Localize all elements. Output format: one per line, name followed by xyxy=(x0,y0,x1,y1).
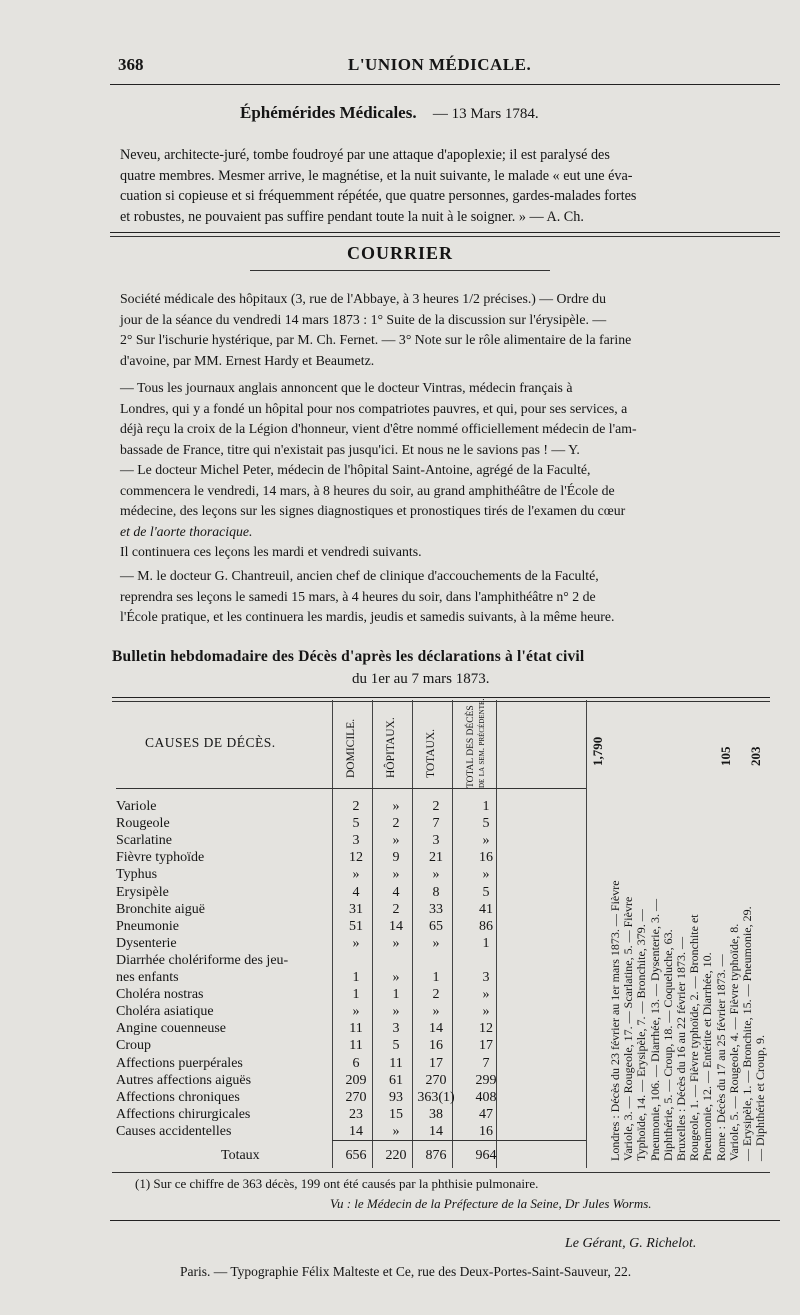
table-row xyxy=(116,1089,576,1106)
domicile-cell: 12 xyxy=(349,850,363,866)
prev-week-cell: » xyxy=(482,867,490,883)
totals-rule xyxy=(332,1140,586,1141)
hopitaux-cell: » xyxy=(392,833,400,849)
table-row xyxy=(116,901,576,918)
ephemerides-text xyxy=(120,145,772,227)
hopitaux-cell: 4 xyxy=(392,884,400,900)
table-row xyxy=(116,1003,576,1020)
totaux-cell: 8 xyxy=(432,884,440,900)
col-header-hopitaux: HÔPITAUX. xyxy=(385,717,397,778)
totals-domicile: 656 xyxy=(345,1148,367,1163)
side-column-line: Rougeole, 1. — Fièvre typhoïde, 2. — Bronchite et xyxy=(687,914,702,1161)
bulletin-title: Bulletin hebdomadaire des Décès d'après les déclarations à l'état civil xyxy=(112,648,585,665)
table-row xyxy=(116,969,576,986)
courrier-line: Il continuera ces leçons les mardi et vendredi suivants. xyxy=(120,544,422,559)
totaux-cell: » xyxy=(432,1004,440,1020)
page-number: 368 xyxy=(118,55,144,74)
cause-cell: Croup xyxy=(116,1038,151,1054)
prev-week-cell: 5 xyxy=(482,816,490,832)
prev-week-cell: » xyxy=(482,1004,490,1020)
section-rule-thin xyxy=(110,236,780,237)
side-column-line: Variole, 5. — Rougeole, 4. — Fièvre typhoïde, 8. xyxy=(726,923,741,1161)
ephemerides-heading xyxy=(240,103,539,123)
prev-week-cell: 86 xyxy=(479,918,493,934)
domicile-cell: 31 xyxy=(349,901,363,917)
hopitaux-cell: 1 xyxy=(392,987,400,1003)
table-row xyxy=(116,1106,576,1123)
totaux-cell: 38 xyxy=(429,1106,443,1122)
prev-week-cell: 3 xyxy=(482,970,490,985)
side-column-line: — Erysipèle, 1. — Bronchite, 15. — Pneumonie, 29. xyxy=(740,906,754,1161)
hopitaux-cell: 14 xyxy=(389,918,403,934)
totaux-cell: » xyxy=(432,867,440,883)
table-row xyxy=(116,849,576,866)
domicile-cell: » xyxy=(352,1004,360,1020)
vu-line: Vu : le Médecin de la Préfecture de la Seine, Dr Jules Worms. xyxy=(330,1196,652,1211)
hopitaux-cell: » xyxy=(392,935,400,951)
totals-prev-week: 964 xyxy=(475,1148,497,1163)
foreign-cities-column xyxy=(590,706,770,1166)
totals-totaux: 876 xyxy=(425,1148,447,1163)
side-number: 1,790 xyxy=(590,736,605,766)
domicile-cell: 270 xyxy=(345,1089,367,1105)
courrier-line: médecine, des leçons sur les signes diagnostiques et pronostiques tirés de l'examen du cœur xyxy=(120,503,626,518)
prev-week-cell: 16 xyxy=(479,1123,493,1139)
table-bottom-rule xyxy=(112,1172,770,1173)
domicile-cell: 23 xyxy=(349,1106,363,1122)
side-column-line: Diphthérie, 5. — Croup, 18. — Coqueluche, 63. xyxy=(660,929,675,1161)
causes-header: CAUSES DE DÉCÈS. xyxy=(145,735,276,750)
totaux-cell: 14 xyxy=(429,1123,443,1139)
table-row xyxy=(116,884,576,901)
cause-cell: Affections chirurgicales xyxy=(116,1106,251,1122)
prev-week-cell: 299 xyxy=(475,1072,497,1088)
ephemerides-line: Neveu, architecte-juré, tombe foudroyé par une attaque d'apoplexie; il est paralysé des xyxy=(120,147,610,163)
table-row xyxy=(116,1037,576,1054)
cause-cell: Pneumonie xyxy=(116,918,179,934)
courrier-line: — M. le docteur G. Chantreuil, ancien chef de clinique d'accouchements de la Faculté, xyxy=(120,568,599,583)
bulletin-subtitle: du 1er au 7 mars 1873. xyxy=(352,671,490,687)
table-row xyxy=(116,866,576,883)
courrier-line: Londres, qui y a fondé un hôpital pour nos compatriotes pauvres, et qui, pour ses services, a xyxy=(120,400,628,416)
domicile-cell: 209 xyxy=(345,1072,367,1088)
hopitaux-cell: » xyxy=(392,1123,400,1139)
domicile-cell: 3 xyxy=(352,833,360,849)
totaux-cell: 17 xyxy=(429,1055,443,1071)
ephemerides-line: cuation si copieuse et si fréquemment répétée, que quatre personnes, gardes-malades fortes xyxy=(120,188,637,204)
courrier-paragraph-2 xyxy=(120,378,772,460)
side-column-line: Londres : Décès du 23 février au 1er mars 1873. — Fièvre xyxy=(608,880,622,1161)
table-row xyxy=(116,1072,576,1089)
cause-cell: Causes accidentelles xyxy=(116,1123,232,1139)
totaux-cell: 363(1) xyxy=(417,1089,455,1105)
totaux-cell: 65 xyxy=(429,918,443,934)
cause-cell: Typhus xyxy=(116,867,158,883)
hopitaux-cell: 61 xyxy=(389,1072,403,1088)
domicile-cell: 2 xyxy=(352,799,360,814)
domicile-cell: 11 xyxy=(349,1021,363,1037)
courrier-paragraph-4 xyxy=(120,566,772,628)
prev-week-cell: 408 xyxy=(475,1089,497,1105)
signature-rule xyxy=(110,1220,780,1221)
col-header-prev-week: TOTAL DES DÉCÈS de la sem. précédente. xyxy=(466,698,487,788)
courrier-title: COURRIER xyxy=(346,243,453,263)
totaux-cell: 14 xyxy=(429,1021,443,1037)
col-header-totaux: TOTAUX. xyxy=(425,728,437,778)
totaux-cell: 1 xyxy=(432,970,440,985)
courrier-line: commencera le vendredi, 14 mars, à 8 heures du soir, au grand amphithéâtre de l'École de xyxy=(120,482,615,498)
totaux-cell: 2 xyxy=(432,987,440,1003)
page-header xyxy=(118,55,778,81)
courrier-line: et de l'aorte thoracique. xyxy=(120,523,253,539)
table-row xyxy=(116,1020,576,1037)
side-column-line: Typhoïde, 14. — Erysipèle, 7. — Bronchite, 379. — xyxy=(634,909,649,1161)
courrier-line: déjà reçu la croix de la Légion d'honneur, vient d'être nommé officiellement médecin de l'am- xyxy=(120,421,637,436)
prev-week-cell: 5 xyxy=(482,884,490,900)
cause-cell: Erysipèle xyxy=(116,884,169,900)
side-column-line: Variole, 3. — Rougeole, 17. — Scarlatine, 5. — Fièvre xyxy=(621,896,636,1161)
cause-cell: nes enfants xyxy=(116,970,179,985)
hopitaux-cell: 5 xyxy=(392,1038,400,1054)
cause-cell: Autres affections aiguës xyxy=(116,1072,252,1088)
domicile-cell: 1 xyxy=(352,987,360,1003)
col-header-domicile: DOMICILE. xyxy=(345,718,357,778)
courrier-line: Société médicale des hôpitaux (3, rue de l'Abbaye, à 3 heures 1/2 précises.) — Ordre du xyxy=(120,291,606,306)
hopitaux-cell: » xyxy=(392,867,400,883)
hopitaux-cell: 15 xyxy=(389,1106,403,1122)
footnote: (1) Sur ce chiffre de 363 décès, 199 ont été causés par la phthisie pulmonaire. xyxy=(135,1176,539,1191)
courrier-line: — Tous les journaux anglais annoncent que le docteur Vintras, médecin français à xyxy=(120,380,573,395)
imprint: Paris. — Typographie Félix Malteste et Ce, rue des Deux-Portes-Saint-Sauveur, 22. xyxy=(180,1264,632,1279)
cause-cell: Scarlatine xyxy=(116,833,172,849)
hopitaux-cell: 2 xyxy=(392,901,400,917)
table-header-rule xyxy=(116,788,586,789)
prev-week-cell: 1 xyxy=(482,799,490,814)
table-row xyxy=(116,952,576,969)
side-column-line: Rome : Décès du 17 au 25 février 1873. — xyxy=(713,954,728,1161)
prev-week-cell: 1 xyxy=(482,935,490,951)
table-top-rule-thin xyxy=(112,701,770,702)
prev-week-cell: 12 xyxy=(479,1021,493,1037)
ephemerides-line: quatre membres. Mesmer arrive, le magnétise, et la nuit suivante, le malade « eut une éva- xyxy=(120,167,633,184)
column-divider xyxy=(586,700,587,1168)
domicile-cell: » xyxy=(352,935,360,951)
cause-cell: Dysenterie xyxy=(116,935,177,951)
courrier-paragraph-1 xyxy=(120,289,772,371)
domicile-cell: 51 xyxy=(349,918,363,934)
domicile-cell: 5 xyxy=(352,816,360,832)
cause-cell: Bronchite aiguë xyxy=(116,901,206,917)
table-row xyxy=(116,1055,576,1072)
side-number: 203 xyxy=(748,746,763,766)
totals-label: Totaux xyxy=(221,1148,260,1163)
cause-cell: Choléra nostras xyxy=(116,987,204,1003)
cause-cell: Variole xyxy=(116,799,157,814)
cause-cell: Rougeole xyxy=(116,816,170,832)
domicile-cell: 6 xyxy=(352,1055,360,1071)
side-number: 105 xyxy=(718,746,733,766)
hopitaux-cell: 93 xyxy=(389,1089,403,1105)
table-row xyxy=(116,1123,576,1140)
hopitaux-cell: 11 xyxy=(389,1055,403,1071)
courrier-line: 2° Sur l'ischurie hystérique, par M. Ch. Fernet. — 3° Note sur le rôle alimentaire de la farine xyxy=(120,332,632,347)
table-row xyxy=(116,832,576,849)
cause-cell: Choléra asiatique xyxy=(116,1004,214,1020)
ephemerides-title: Éphémérides Médicales. xyxy=(240,103,417,122)
totaux-cell: 2 xyxy=(432,799,440,814)
prev-week-cell: » xyxy=(482,987,490,1003)
table-row xyxy=(116,986,576,1003)
totaux-cell: » xyxy=(432,935,440,951)
journal-title: L'UNION MÉDICALE. xyxy=(348,55,532,74)
domicile-cell: » xyxy=(352,867,360,883)
totaux-cell: 3 xyxy=(432,833,440,849)
section-rule xyxy=(110,232,780,233)
side-column-line: — Diphthérie et Croup, 9. xyxy=(753,1035,768,1161)
courrier-paragraph-3 xyxy=(120,460,772,563)
totaux-cell: 7 xyxy=(432,816,440,832)
header-rule xyxy=(110,84,780,85)
courrier-line: d'avoine, par MM. Ernest Hardy et Beaumetz. xyxy=(120,352,375,368)
prev-week-cell: » xyxy=(482,833,490,849)
ephemerides-line: et robustes, ne pouvaient pas suffire pendant toute la nuit à le soigner. » — A. Ch. xyxy=(120,208,584,225)
hopitaux-cell: » xyxy=(392,970,400,985)
totaux-cell: 21 xyxy=(429,850,443,866)
prev-week-cell: 16 xyxy=(479,850,493,866)
cause-cell: Affections chroniques xyxy=(116,1089,240,1105)
hopitaux-cell: 3 xyxy=(392,1021,400,1037)
cause-cell: Fièvre typhoïde xyxy=(116,850,205,866)
hopitaux-cell: » xyxy=(392,799,400,814)
domicile-cell: 4 xyxy=(352,884,360,900)
totaux-cell: 270 xyxy=(425,1072,447,1088)
side-column-line: Pneumonie, 12. — Entérite et Diarrhée, 10. xyxy=(700,952,715,1161)
courrier-line: reprendra ses leçons le samedi 15 mars, à 4 heures du soir, dans l'amphithéâtre n° 2 de xyxy=(120,588,596,604)
courrier-line: — Le docteur Michel Peter, médecin de l'hôpital Saint-Antoine, agrégé de la Faculté, xyxy=(120,462,591,477)
domicile-cell: 11 xyxy=(349,1038,363,1054)
ephemerides-date: — 13 Mars 1784. xyxy=(432,106,539,122)
side-column-line: Pneumonie, 106. — Diarrhée, 13. — Dysenterie, 3. — xyxy=(647,899,662,1161)
hopitaux-cell: 9 xyxy=(392,850,400,866)
courrier-line: l'École pratique, et les continuera les mardis, jeudis et samedis suivants, à la même heure. xyxy=(120,609,615,624)
totaux-cell: 33 xyxy=(429,901,443,917)
courrier-underline xyxy=(250,270,550,271)
table-row xyxy=(116,918,576,935)
table-row xyxy=(116,815,576,832)
courrier-line: jour de la séance du vendredi 14 mars 1873 : 1° Suite de la discussion sur l'érysipèle. — xyxy=(120,311,607,327)
signature: Le Gérant, G. Richelot. xyxy=(565,1236,697,1251)
prev-week-cell: 47 xyxy=(479,1106,493,1122)
totals-hopitaux: 220 xyxy=(385,1148,407,1163)
table-row xyxy=(116,798,576,815)
table-top-rule xyxy=(112,697,770,698)
cause-cell: Diarrhée cholériforme des jeu- xyxy=(116,952,289,968)
hopitaux-cell: 2 xyxy=(392,816,400,832)
courrier-line: bassade de France, titre qui n'existait pas jusqu'ici. Et nous ne le savions pas ! — Y. xyxy=(120,441,580,457)
domicile-cell: 14 xyxy=(349,1123,363,1139)
cause-cell: Affections puerpérales xyxy=(116,1055,243,1071)
prev-week-cell: 7 xyxy=(482,1055,490,1071)
side-column-line: Bruxelles : Décès du 16 au 22 février 1873. — xyxy=(674,937,688,1161)
prev-week-cell: 17 xyxy=(479,1038,493,1054)
hopitaux-cell: » xyxy=(392,1004,400,1020)
table-row xyxy=(116,935,576,952)
totaux-cell: 16 xyxy=(429,1038,443,1054)
prev-week-cell: 41 xyxy=(479,901,493,917)
cause-cell: Angine couenneuse xyxy=(116,1021,227,1037)
domicile-cell: 1 xyxy=(352,970,360,985)
